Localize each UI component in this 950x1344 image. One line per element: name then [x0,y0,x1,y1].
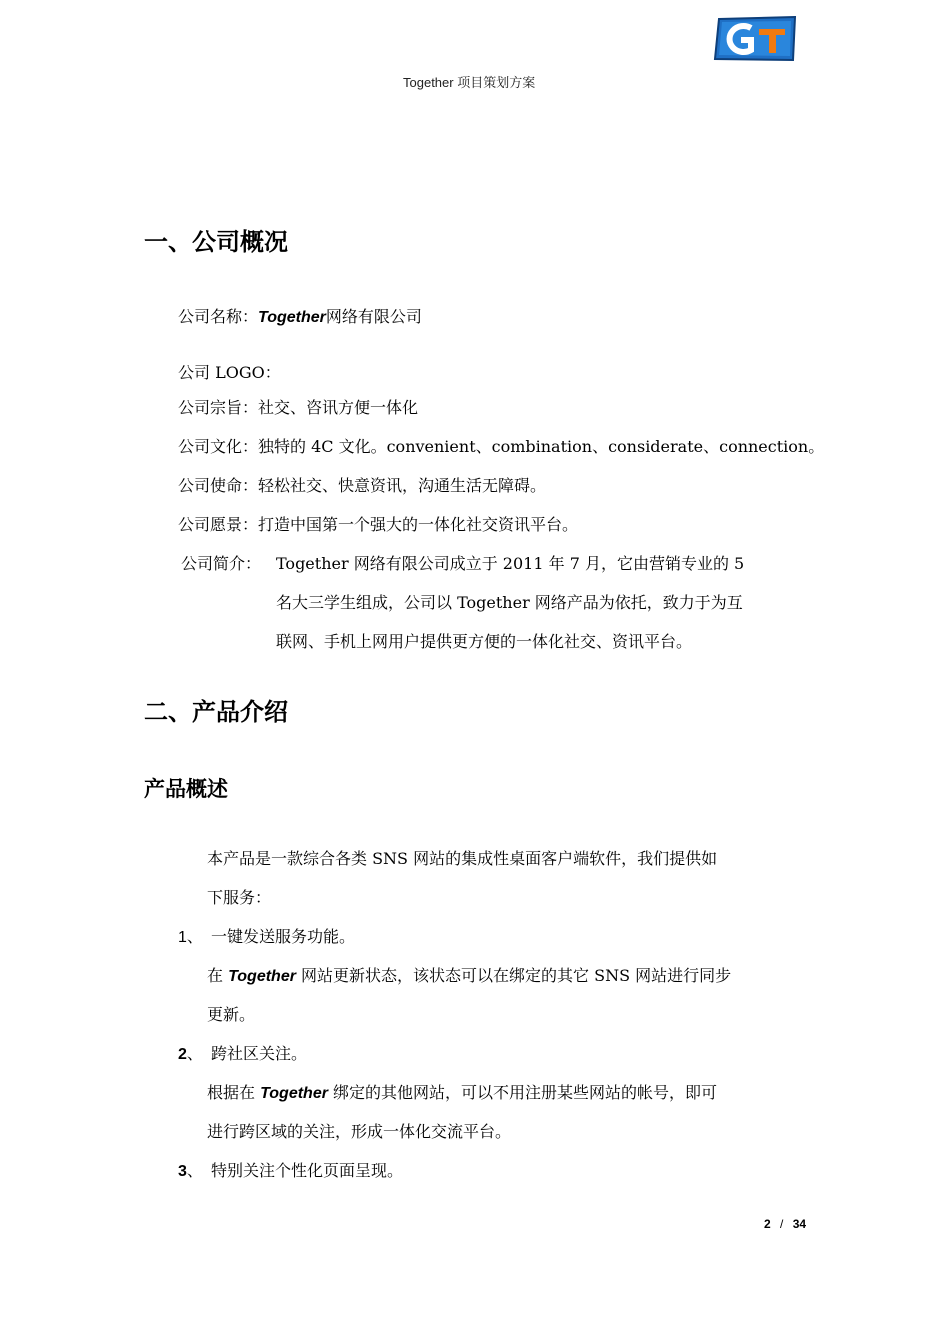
list-item-desc: 在 Together 网站更新状态，该状态可以在绑定的其它 SNS 网站进行同步 [207,966,732,985]
list-item-desc: 进行跨区域的关注，形成一体化交流平台。 [207,1122,512,1141]
list-item-desc: 根据在 Together 绑定的其他网站，可以不用注册某些网站的帐号，即可 [207,1083,718,1102]
list-item-desc: 更新。 [207,1005,256,1024]
header-title: Together 项目策划方案 [403,75,536,90]
section-heading-company: 一、公司概况 [144,228,288,256]
overview-line: 本产品是一款综合各类 SNS 网站的集成性桌面客户端软件，我们提供如 [207,849,718,868]
company-vision: 公司愿景：打造中国第一个强大的一体化社交资讯平台。 [178,515,579,534]
page-number: 2 / 34 [764,1217,807,1231]
overview-line: 下服务： [207,888,272,907]
company-culture: 公司文化：独特的 4C 文化。convenient、combination、considerate、connection。 [178,437,825,456]
company-name-label: 公司名称： [178,307,259,326]
list-item-number: 2、 [178,1044,203,1063]
company-name-rest: 网络有限公司 [325,307,422,326]
list-item-title: 一键发送服务功能。 [211,927,356,946]
company-name-line [178,307,422,328]
list-item-number: 3、 [178,1161,203,1180]
company-logo-line: 公司 LOGO： [178,363,281,382]
company-logo [713,16,797,62]
section-heading-product: 二、产品介绍 [144,698,288,726]
product-overview-heading: 产品概述 [144,777,228,801]
company-intro-line: 名大三学生组成，公司以 Together 网络产品为依托，致力于为互 [276,593,743,612]
brand-name: Together [258,309,326,326]
company-intro-line: Together 网络有限公司成立于 2011 年 7 月，它由营销专业的 5 [276,554,745,573]
company-intro-label: 公司简介： [181,554,262,573]
list-item-title: 跨社区关注。 [211,1044,308,1063]
brand-name: Together [228,968,296,985]
brand-name: Together [260,1085,328,1102]
company-purpose: 公司宗旨：社交、咨讯方便一体化 [178,398,419,417]
company-mission: 公司使命：轻松社交、快意资讯，沟通生活无障碍。 [178,476,547,495]
list-item-title: 特别关注个性化页面呈现。 [211,1161,404,1180]
company-intro-line: 联网、手机上网用户提供更方便的一体化社交、资讯平台。 [276,632,693,651]
list-item-number: 1、 [178,927,203,946]
